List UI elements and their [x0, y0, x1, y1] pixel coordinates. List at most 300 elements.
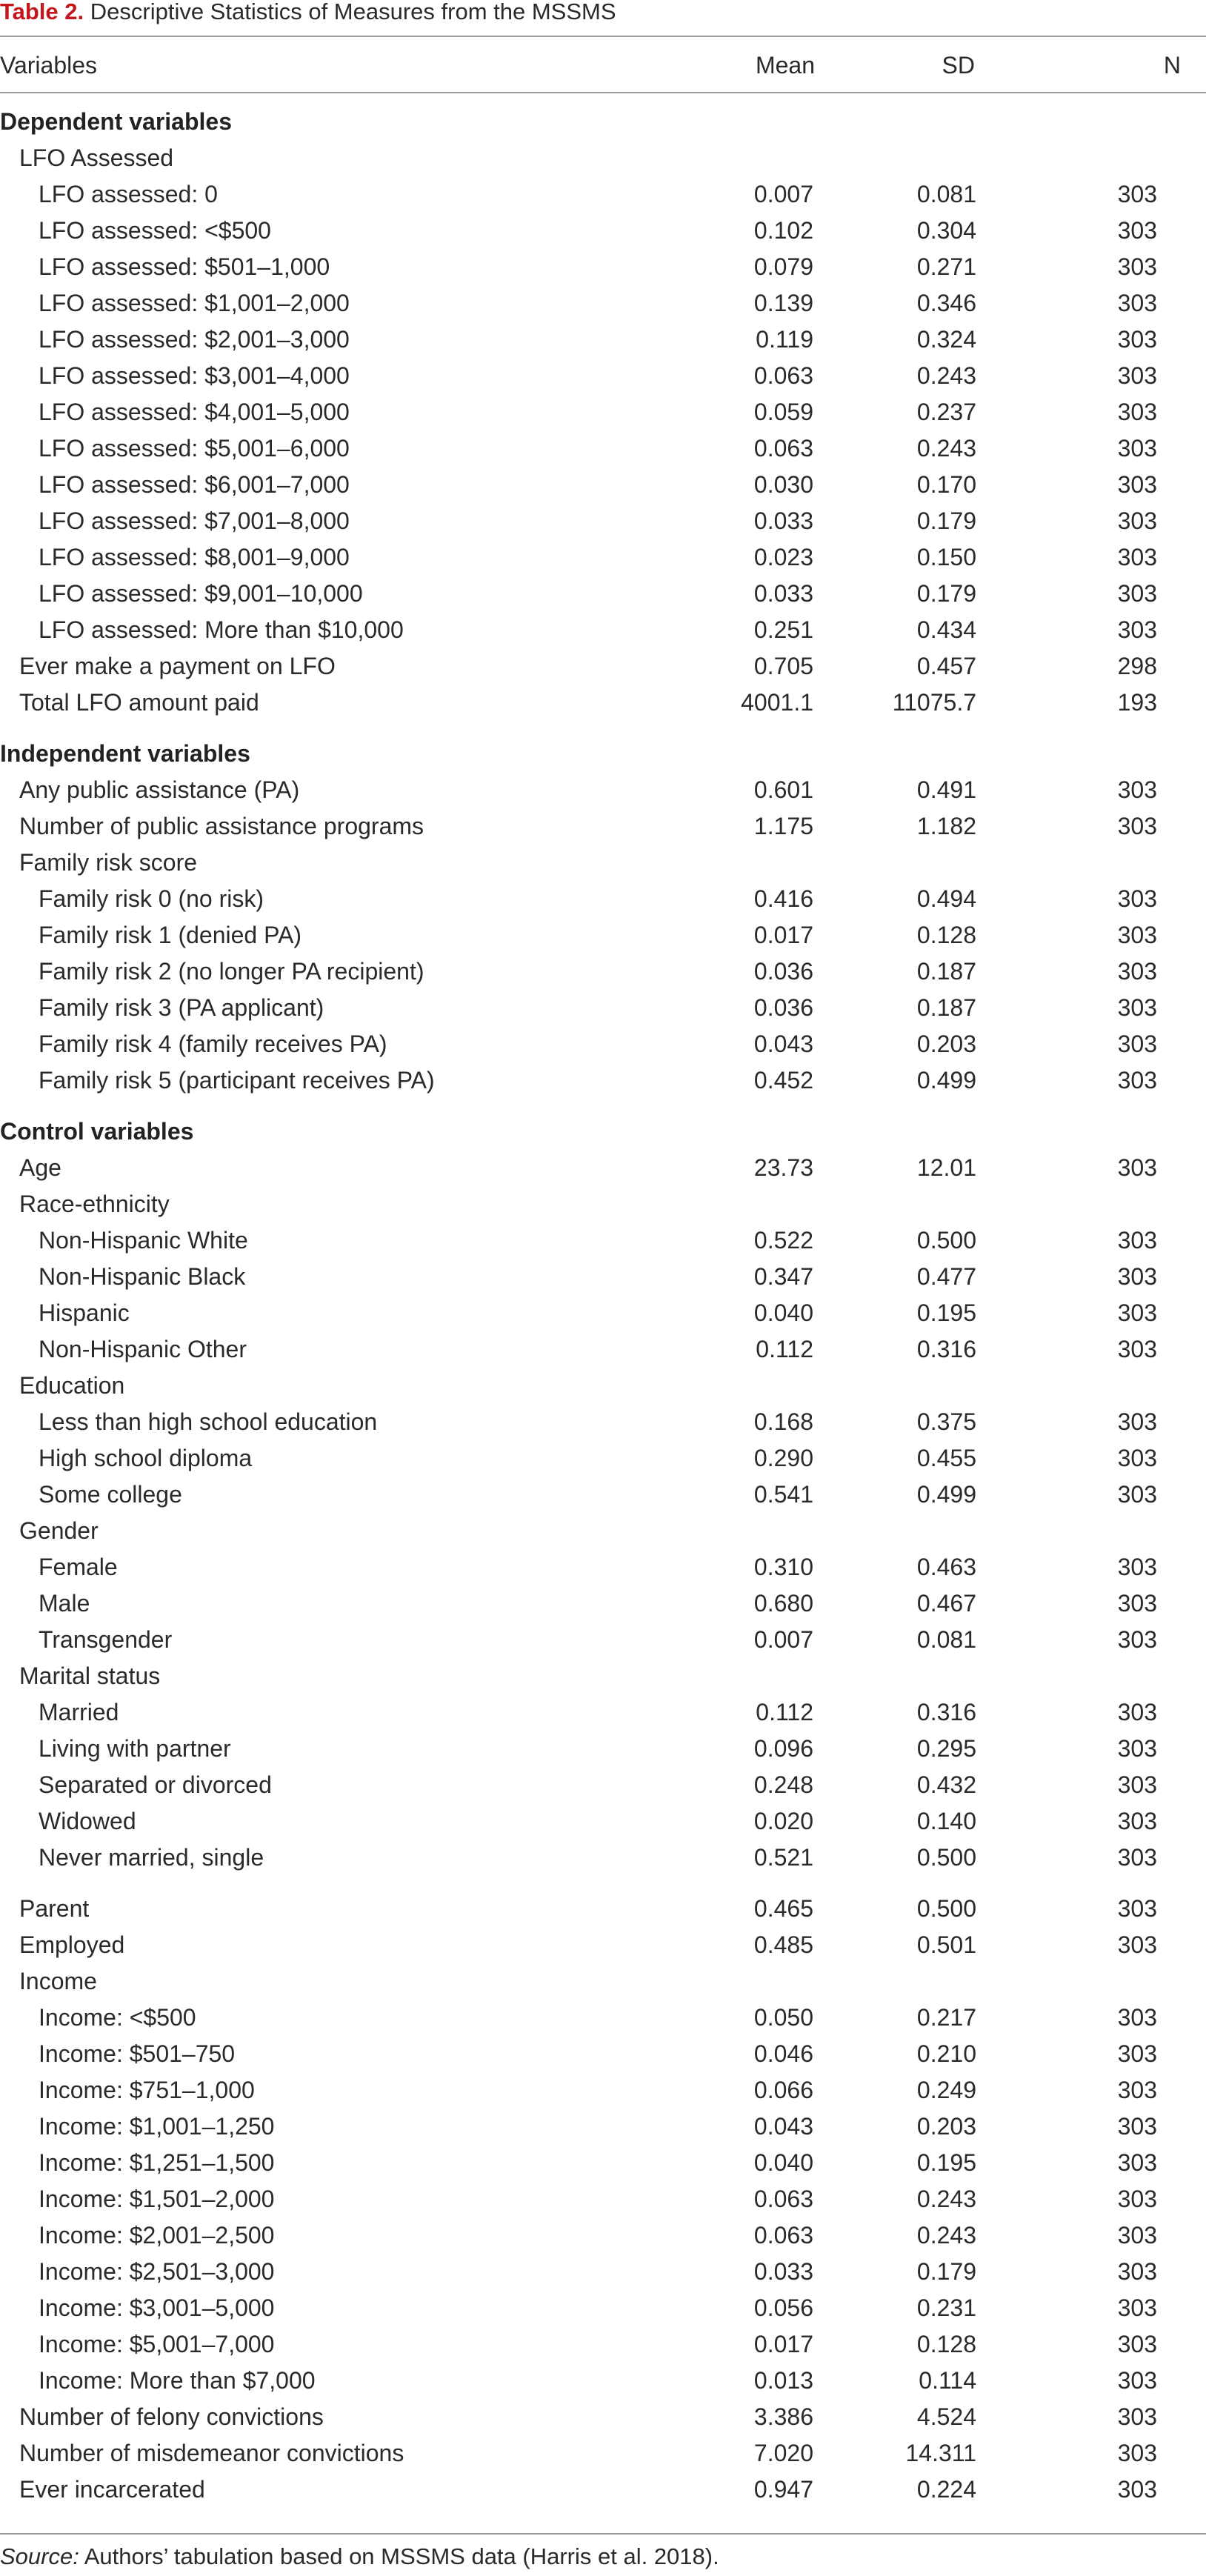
row-sd: 0.455: [916, 1445, 976, 1471]
row-sd: 0.243: [916, 435, 976, 462]
table-row: [0, 2181, 1206, 2217]
row-n: 303: [1117, 994, 1157, 1021]
row-n: 303: [1117, 326, 1157, 353]
row-mean: 0.066: [753, 2077, 813, 2103]
row-n: 303: [1117, 1771, 1157, 1798]
table-row: [0, 430, 1206, 467]
row-label: LFO assessed: $9,001–10,000: [39, 580, 363, 607]
row-n: 193: [1117, 689, 1157, 716]
row-sd: 0.500: [916, 1227, 976, 1254]
row-sd: 0.243: [916, 2222, 976, 2249]
row-mean: 0.290: [753, 1445, 813, 1471]
row-sd: 0.081: [916, 181, 976, 207]
table-row: [0, 1840, 1206, 1876]
table-row: [0, 917, 1206, 953]
row-n: 303: [1117, 1067, 1157, 1094]
table-row: [0, 1440, 1206, 1477]
row-mean: 0.310: [753, 1554, 813, 1580]
top-rule: [0, 36, 1206, 37]
row-label: Age: [19, 1154, 61, 1181]
row-label: Income: $2,501–3,000: [39, 2258, 275, 2285]
row-label: Income: $3,001–5,000: [39, 2294, 275, 2321]
row-n: 303: [1117, 885, 1157, 912]
row-mean: 0.043: [753, 2113, 813, 2140]
row-mean: 0.063: [753, 2222, 813, 2249]
row-label: LFO assessed: <$500: [39, 217, 271, 244]
row-mean: 4001.1: [741, 689, 813, 716]
row-label: High school diploma: [39, 1445, 253, 1471]
row-n: 303: [1117, 2440, 1157, 2466]
table-row: [0, 285, 1206, 322]
table-row: [0, 1222, 1206, 1259]
row-n: 303: [1117, 1336, 1157, 1362]
row-n: 303: [1117, 1031, 1157, 1057]
row-n: 303: [1117, 2113, 1157, 2140]
row-mean: 0.007: [753, 181, 813, 207]
row-n: 303: [1117, 2258, 1157, 2285]
row-n: 303: [1117, 181, 1157, 207]
row-n: 303: [1117, 544, 1157, 570]
row-sd: 0.324: [916, 326, 976, 353]
row-mean: 0.050: [753, 2004, 813, 2031]
row-sd: 0.477: [916, 1263, 976, 1290]
row-mean: 0.096: [753, 1735, 813, 1762]
table-row: [0, 1767, 1206, 1803]
row-sd: 0.150: [916, 544, 976, 570]
header-rule: [0, 92, 1206, 93]
row-label: LFO assessed: 0: [39, 181, 218, 207]
table-header: [0, 39, 1206, 92]
row-sd: 0.434: [916, 616, 976, 643]
row-sd: 0.499: [916, 1481, 976, 1508]
row-sd: 0.210: [916, 2040, 976, 2067]
row-sd: 0.140: [916, 1808, 976, 1834]
row-n: 303: [1117, 2476, 1157, 2503]
row-label: Separated or divorced: [39, 1771, 272, 1798]
row-mean: 0.063: [753, 2186, 813, 2212]
table-row: [0, 2072, 1206, 2109]
table-row: [0, 140, 1206, 176]
row-n: 303: [1117, 1844, 1157, 1871]
row-sd: 0.295: [916, 1735, 976, 1762]
row-n: 303: [1117, 958, 1157, 985]
row-label: Income: $2,001–2,500: [39, 2222, 275, 2249]
row-mean: 23.73: [753, 1154, 813, 1181]
table-row: [0, 1186, 1206, 1222]
row-n: 303: [1117, 2004, 1157, 2031]
row-label: Family risk score: [19, 849, 198, 876]
row-label: Income: $501–750: [39, 2040, 236, 2067]
row-mean: 0.139: [753, 290, 813, 316]
row-mean: 0.023: [753, 544, 813, 570]
row-label: LFO assessed: $7,001–8,000: [39, 507, 350, 534]
row-label: Ever make a payment on LFO: [19, 653, 336, 679]
table-row: [0, 2217, 1206, 2254]
row-sd: 0.304: [916, 217, 976, 244]
row-label: LFO assessed: $501–1,000: [39, 253, 330, 280]
table-row: [0, 249, 1206, 285]
table-row: [0, 1963, 1206, 2000]
row-mean: 0.168: [753, 1408, 813, 1435]
table-row: [0, 2472, 1206, 2508]
table-row: [0, 1549, 1206, 1585]
row-sd: 0.231: [916, 2294, 976, 2321]
row-mean: 0.007: [753, 1626, 813, 1653]
row-sd: 1.182: [916, 813, 976, 839]
row-n: 303: [1117, 1227, 1157, 1254]
row-label: Some college: [39, 1481, 182, 1508]
row-label: Hispanic: [39, 1299, 130, 1326]
row-mean: 0.522: [753, 1227, 813, 1254]
row-label: Widowed: [39, 1808, 136, 1834]
row-sd: 4.524: [916, 2403, 976, 2430]
table-row: [0, 1368, 1206, 1404]
row-mean: 0.119: [756, 326, 813, 353]
row-n: 303: [1117, 399, 1157, 425]
row-mean: 0.251: [753, 616, 813, 643]
row-label: Race-ethnicity: [19, 1191, 170, 1217]
row-sd: 0.179: [916, 580, 976, 607]
row-sd: 0.237: [916, 399, 976, 425]
table-row: [0, 772, 1206, 808]
row-sd: 0.501: [916, 1931, 976, 1958]
row-sd: 0.187: [916, 958, 976, 985]
row-label: Family risk 4 (family receives PA): [39, 1031, 387, 1057]
row-n: 303: [1117, 471, 1157, 498]
row-label: LFO Assessed: [19, 144, 174, 171]
row-sd: 0.500: [916, 1844, 976, 1871]
row-sd: 0.499: [916, 1067, 976, 1094]
table-row: [0, 358, 1206, 394]
table-row: [0, 2109, 1206, 2145]
row-mean: 0.521: [753, 1844, 813, 1871]
table-row: [0, 467, 1206, 503]
row-mean: 0.063: [753, 435, 813, 462]
row-sd: 0.203: [916, 2113, 976, 2140]
row-mean: 0.465: [753, 1895, 813, 1922]
row-n: 303: [1117, 813, 1157, 839]
row-mean: 0.102: [753, 217, 813, 244]
table-row: [0, 2000, 1206, 2036]
row-n: 303: [1117, 2331, 1157, 2357]
table-row: [0, 2326, 1206, 2363]
table-row: [0, 213, 1206, 249]
row-label: Never married, single: [39, 1844, 264, 1871]
row-mean: 0.033: [753, 507, 813, 534]
table-row: [0, 322, 1206, 358]
header-sd: SD: [942, 52, 975, 79]
row-sd: 0.128: [916, 2331, 976, 2357]
row-n: 303: [1117, 1931, 1157, 1958]
table-row: [0, 1062, 1206, 1099]
table-row: [0, 1295, 1206, 1331]
row-mean: 0.680: [753, 1590, 813, 1617]
row-n: 303: [1117, 2403, 1157, 2430]
row-sd: 0.195: [916, 1299, 976, 1326]
table-row: [0, 2435, 1206, 2472]
row-n: 303: [1117, 1626, 1157, 1653]
table-row: [0, 845, 1206, 881]
row-mean: 0.452: [753, 1067, 813, 1094]
table-row: [0, 1259, 1206, 1295]
table-row: [0, 990, 1206, 1026]
row-n: 303: [1117, 1895, 1157, 1922]
row-sd: 0.179: [916, 507, 976, 534]
table-row: [0, 881, 1206, 917]
row-sd: 0.179: [916, 2258, 976, 2285]
header-variables: Variables: [0, 52, 98, 79]
row-n: 303: [1117, 2186, 1157, 2212]
row-label: Control variables: [0, 1118, 194, 1145]
row-label: Independent variables: [0, 740, 250, 767]
header-n: N: [1163, 52, 1181, 79]
row-mean: 0.112: [756, 1699, 813, 1725]
row-sd: 0.243: [916, 2186, 976, 2212]
row-mean: 0.063: [753, 362, 813, 389]
row-mean: 0.079: [753, 253, 813, 280]
row-label: Income: $1,251–1,500: [39, 2149, 275, 2176]
row-sd: 0.195: [916, 2149, 976, 2176]
row-n: 303: [1117, 2040, 1157, 2067]
source-note: [0, 2541, 719, 2572]
table-row: [0, 1477, 1206, 1513]
table-row: [0, 176, 1206, 213]
table-row: [0, 1622, 1206, 1658]
table-row: [0, 539, 1206, 576]
row-mean: 0.059: [753, 399, 813, 425]
row-label: Gender: [19, 1517, 99, 1544]
row-label: Non-Hispanic Black: [39, 1263, 246, 1290]
row-label: Income: $1,501–2,000: [39, 2186, 275, 2212]
table-row: [0, 1731, 1206, 1767]
row-label: Female: [39, 1554, 118, 1580]
row-label: LFO assessed: $5,001–6,000: [39, 435, 350, 462]
table-row: [0, 2290, 1206, 2326]
row-sd: 14.311: [905, 2440, 976, 2466]
row-label: Income: More than $7,000: [39, 2367, 316, 2394]
row-label: Any public assistance (PA): [19, 776, 300, 803]
section-header-row: [0, 736, 1206, 772]
row-n: 303: [1117, 435, 1157, 462]
source-label: Source:: [0, 2543, 79, 2569]
row-n: 303: [1117, 1263, 1157, 1290]
header-mean: Mean: [755, 52, 815, 79]
row-mean: 0.013: [753, 2367, 813, 2394]
row-sd: 0.457: [916, 653, 976, 679]
row-label: Family risk 1 (denied PA): [39, 922, 302, 948]
bottom-rule: [0, 2533, 1206, 2535]
row-label: Dependent variables: [0, 108, 232, 135]
row-label: Non-Hispanic Other: [39, 1336, 247, 1362]
row-n: 303: [1117, 1408, 1157, 1435]
row-n: 303: [1117, 1735, 1157, 1762]
row-label: Income: <$500: [39, 2004, 196, 2031]
row-n: 303: [1117, 2149, 1157, 2176]
row-label: Income: $5,001–7,000: [39, 2331, 275, 2357]
row-sd: 0.170: [916, 471, 976, 498]
row-mean: 0.947: [753, 2476, 813, 2503]
table-row: [0, 1404, 1206, 1440]
table-row: [0, 2254, 1206, 2290]
row-mean: 0.040: [753, 2149, 813, 2176]
row-n: 303: [1117, 1299, 1157, 1326]
table-row: [0, 394, 1206, 430]
row-mean: 0.017: [753, 2331, 813, 2357]
row-label: Married: [39, 1699, 119, 1725]
row-sd: 0.316: [916, 1336, 976, 1362]
row-n: 303: [1117, 1590, 1157, 1617]
row-n: 303: [1117, 2294, 1157, 2321]
row-label: Income: [19, 1968, 97, 1994]
row-sd: 0.243: [916, 362, 976, 389]
table-row: [0, 1150, 1206, 1186]
row-n: 303: [1117, 776, 1157, 803]
row-mean: 0.030: [753, 471, 813, 498]
row-n: 303: [1117, 507, 1157, 534]
section-header-row: [0, 1114, 1206, 1150]
row-n: 303: [1117, 922, 1157, 948]
row-n: 303: [1117, 580, 1157, 607]
row-label: LFO assessed: $3,001–4,000: [39, 362, 350, 389]
row-label: LFO assessed: $4,001–5,000: [39, 399, 350, 425]
row-label: Living with partner: [39, 1735, 231, 1762]
table-row: [0, 1803, 1206, 1840]
row-n: 303: [1117, 290, 1157, 316]
row-label: Non-Hispanic White: [39, 1227, 248, 1254]
row-mean: 0.347: [753, 1263, 813, 1290]
row-mean: 0.033: [753, 2258, 813, 2285]
row-mean: 0.046: [753, 2040, 813, 2067]
row-label: LFO assessed: $6,001–7,000: [39, 471, 350, 498]
row-label: Employed: [19, 1931, 125, 1958]
table-caption: Descriptive Statistics of Measures from the MSSMS: [84, 0, 616, 24]
row-label: Education: [19, 1372, 125, 1399]
row-mean: 0.056: [753, 2294, 813, 2321]
row-label: Family risk 2 (no longer PA recipient): [39, 958, 424, 985]
row-sd: 0.128: [916, 922, 976, 948]
table-row: [0, 2363, 1206, 2399]
table-row: [0, 1891, 1206, 1927]
table-number: Table 2.: [0, 0, 84, 24]
table-body: [0, 104, 1206, 2508]
row-sd: 0.187: [916, 994, 976, 1021]
row-label: Number of misdemeanor convictions: [19, 2440, 404, 2466]
table-row: [0, 953, 1206, 990]
row-n: 303: [1117, 253, 1157, 280]
row-sd: 0.114: [919, 2367, 976, 2394]
row-label: Parent: [19, 1895, 90, 1922]
row-mean: 0.036: [753, 958, 813, 985]
row-label: Number of felony convictions: [19, 2403, 324, 2430]
row-label: LFO assessed: $1,001–2,000: [39, 290, 350, 316]
table-row: [0, 1513, 1206, 1549]
row-mean: 3.386: [753, 2403, 813, 2430]
row-label: Male: [39, 1590, 90, 1617]
row-mean: 0.601: [753, 776, 813, 803]
row-sd: 0.203: [916, 1031, 976, 1057]
row-sd: 0.271: [916, 253, 976, 280]
row-n: 303: [1117, 1554, 1157, 1580]
row-sd: 0.463: [916, 1554, 976, 1580]
table-row: [0, 1026, 1206, 1062]
table-row: [0, 1694, 1206, 1731]
row-n: 303: [1117, 1699, 1157, 1725]
row-label: Family risk 3 (PA applicant): [39, 994, 324, 1021]
table-row: [0, 2399, 1206, 2435]
row-sd: 0.249: [916, 2077, 976, 2103]
row-label: LFO assessed: $8,001–9,000: [39, 544, 350, 570]
table-row: [0, 808, 1206, 845]
table-row: [0, 1331, 1206, 1368]
row-sd: 0.224: [916, 2476, 976, 2503]
row-sd: 0.375: [916, 1408, 976, 1435]
row-mean: 0.020: [753, 1808, 813, 1834]
row-n: 303: [1117, 1154, 1157, 1181]
row-mean: 1.175: [753, 813, 813, 839]
row-label: Family risk 5 (participant receives PA): [39, 1067, 435, 1094]
row-sd: 0.467: [916, 1590, 976, 1617]
table-row: [0, 576, 1206, 612]
row-mean: 0.416: [753, 885, 813, 912]
table-row: [0, 2145, 1206, 2181]
row-mean: 0.541: [753, 1481, 813, 1508]
row-label: Transgender: [39, 1626, 173, 1653]
row-label: Income: $1,001–1,250: [39, 2113, 275, 2140]
row-sd: 0.500: [916, 1895, 976, 1922]
table-row: [0, 648, 1206, 685]
row-n: 298: [1117, 653, 1157, 679]
row-mean: 0.043: [753, 1031, 813, 1057]
row-label: Total LFO amount paid: [19, 689, 259, 716]
row-label: Ever incarcerated: [19, 2476, 205, 2503]
row-label: Family risk 0 (no risk): [39, 885, 264, 912]
row-sd: 0.217: [916, 2004, 976, 2031]
row-sd: 0.491: [916, 776, 976, 803]
table-row: [0, 685, 1206, 721]
row-n: 303: [1117, 2222, 1157, 2249]
row-label: Income: $751–1,000: [39, 2077, 255, 2103]
row-mean: 0.040: [753, 1299, 813, 1326]
table-title: [0, 0, 616, 31]
source-text: Authors’ tabulation based on MSSMS data (Harris et al. 2018).: [79, 2543, 719, 2569]
row-mean: 7.020: [753, 2440, 813, 2466]
row-n: 303: [1117, 2077, 1157, 2103]
row-n: 303: [1117, 1445, 1157, 1471]
row-mean: 0.485: [753, 1931, 813, 1958]
row-sd: 0.494: [916, 885, 976, 912]
row-n: 303: [1117, 2367, 1157, 2394]
row-sd: 0.081: [916, 1626, 976, 1653]
row-n: 303: [1117, 616, 1157, 643]
row-sd: 11075.7: [892, 689, 976, 716]
row-sd: 0.346: [916, 290, 976, 316]
section-header-row: [0, 104, 1206, 140]
row-sd: 0.432: [916, 1771, 976, 1798]
table-row: [0, 1585, 1206, 1622]
row-mean: 0.033: [753, 580, 813, 607]
row-n: 303: [1117, 217, 1157, 244]
row-label: LFO assessed: More than $10,000: [39, 616, 404, 643]
row-mean: 0.248: [753, 1771, 813, 1798]
table-row: [0, 1658, 1206, 1694]
row-label: LFO assessed: $2,001–3,000: [39, 326, 350, 353]
row-mean: 0.112: [756, 1336, 813, 1362]
table-row: [0, 503, 1206, 539]
row-n: 303: [1117, 1481, 1157, 1508]
row-n: 303: [1117, 362, 1157, 389]
row-sd: 12.01: [916, 1154, 976, 1181]
row-mean: 0.036: [753, 994, 813, 1021]
